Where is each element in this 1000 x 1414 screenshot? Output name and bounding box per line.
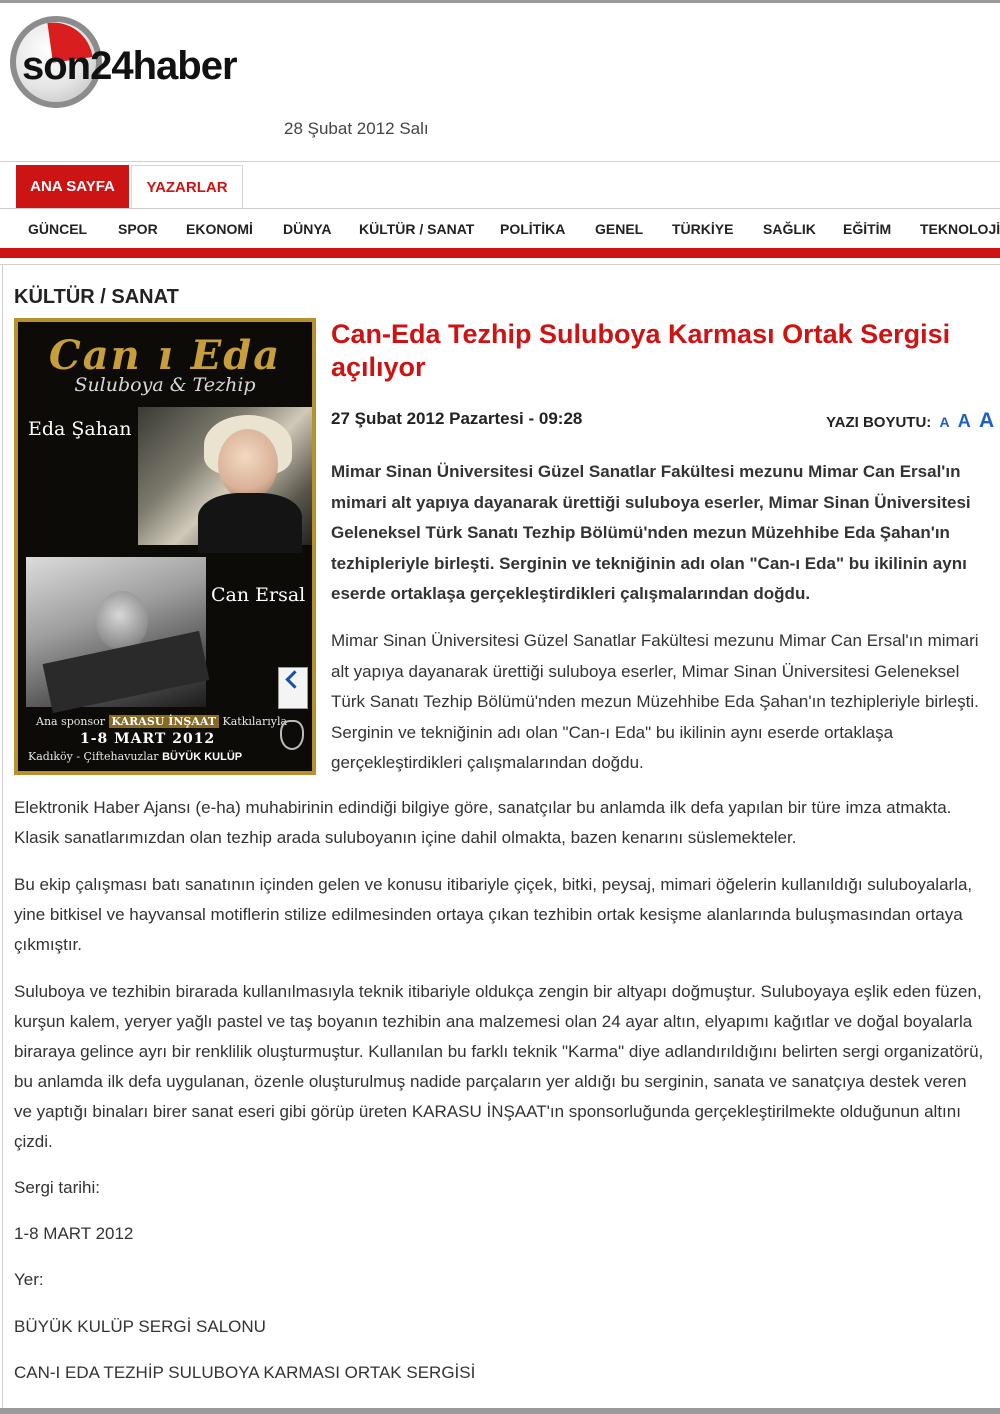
nav-item-genel[interactable]: GENEL xyxy=(595,221,644,237)
article-paragraph-1: Mimar Sinan Üniversitesi Güzel Sanatlar Fakültesi mezunu Mimar Can Ersal'ın mimari alt yapıya dayanarak ürettiği suluboya eserler, Mimar Sinan Üniversitesi Geleneksel Türk Sanatı Tezhip Bölümü'nden mezun Müzehhibe Eda Şahan'ın tezhipleriyle birleşti. Serginin ve tekniğinin adı olan "Can-ı Eda" bu ikilinin aynı eserde ortaklaşa gerçekleştirdikleri çalışmalarından doğdu. xyxy=(331,631,979,772)
article-paragraph-2: Elektronik Haber Ajansı (e-ha) muhabirinin edindiği bilgiye göre, sanatçılar bu anlamda ilk defa yapılan bir türe imza atmakta. Klasik sanatlarımızdan olan tezhip arada suluboyanın içine dahil olmakta, bazen kenarını süslemekteler. xyxy=(14,798,952,847)
font-size-medium-button[interactable]: A xyxy=(957,411,971,431)
font-size-control xyxy=(826,409,994,433)
article-poster-image xyxy=(14,318,316,775)
category-nav xyxy=(0,208,1000,248)
nav-item-spor[interactable]: SPOR xyxy=(118,221,158,237)
article-date: 27 Şubat 2012 Pazartesi - 09:28 xyxy=(331,409,583,428)
content-top-divider xyxy=(0,264,1000,265)
poster-name-eda: Eda Şahan xyxy=(28,418,132,440)
poster-title: Can ı Eda xyxy=(48,332,282,379)
poster-photo-eda xyxy=(138,407,312,545)
nav-item-egitim[interactable]: EĞİTİM xyxy=(843,221,892,237)
main-tabs xyxy=(0,161,1000,209)
poster-name-can: Can Ersal xyxy=(211,584,306,606)
font-size-large-button[interactable]: A xyxy=(978,409,995,432)
font-size-label: YAZI BOYUTU: xyxy=(826,414,932,431)
nav-item-ekonomi[interactable]: EKONOMİ xyxy=(186,221,253,237)
article-headline: Can-Eda Tezhip Suluboya Karması Ortak Sergisi açılıyor xyxy=(331,319,951,382)
logo-text: son24haber xyxy=(22,44,237,88)
nav-item-guncel[interactable]: GÜNCEL xyxy=(28,221,88,237)
nav-item-turkiye[interactable]: TÜRKİYE xyxy=(672,221,734,237)
poster-sponsor-line: Ana sponsor KARASU İNŞAAT Katkılarıyla xyxy=(36,715,288,728)
window-bottom-border xyxy=(0,1408,1000,1414)
exhibit-venue-label: Yer: xyxy=(14,1270,44,1289)
nav-item-saglik[interactable]: SAĞLIK xyxy=(763,221,816,237)
poster-venue: Kadıköy - Çiftehavuzlar BÜYÜK KULÜP xyxy=(28,750,243,763)
window-top-border xyxy=(0,0,1000,3)
font-size-small-button[interactable]: A xyxy=(939,414,950,430)
poster-subtitle: Suluboya & Tezhip xyxy=(74,374,256,396)
article-lead: Mimar Sinan Üniversitesi Güzel Sanatlar Fakültesi mezunu Mimar Can Ersal'ın mimari alt yapıya dayanarak ürettiği suluboya eserler, Mimar Sinan Üniversitesi Geleneksel Türk Sanatı Tezhip Bölümü'nden mezun Müzehhibe Eda Şahan'ın tezhipleriyle birleşti. Serginin ve tekniğinin adı olan "Can-ı Eda" bu ikilinin aynı eserde ortaklaşa gerçekleştirdikleri çalışmalarından doğdu. xyxy=(331,462,971,603)
header-date: 28 Şubat 2012 Salı xyxy=(284,119,429,138)
content-left-border xyxy=(2,264,3,1408)
exhibit-venue-value: BÜYÜK KULÜP SERGİ SALONU xyxy=(14,1317,266,1336)
exhibit-date-label: Sergi tarihi: xyxy=(14,1178,100,1197)
category-nav-red-bar xyxy=(0,248,1000,258)
exhibit-date-value: 1-8 MART 2012 xyxy=(14,1224,134,1243)
nav-item-teknoloji[interactable]: TEKNOLOJİ xyxy=(920,221,1000,237)
tab-writers[interactable]: YAZARLAR xyxy=(131,165,243,208)
section-title: KÜLTÜR / SANAT xyxy=(14,286,179,308)
poster-dates: 1-8 MART 2012 xyxy=(80,731,216,747)
site-logo[interactable] xyxy=(10,16,270,116)
poster-sponsor-logo-icon xyxy=(278,667,308,709)
article-paragraph-4: Suluboya ve tezhibin birarada kullanılmasıyla teknik itibariyle oldukça zengin bir altyapı doğmuştur. Suluboyaya eşlik eden füzen, kurşun kalem, yeryer yağlı pastel ve taş boyanın tezhibin ana malzemesi olan 24 ayar altın, elyapımı kağıtlar ve doğal boyalarla biraraya gelince ayrı bir renklilik oluşturmuştur. Kullanılan bu farklı teknik "Karma" diye adlandırıldığını belirten sergi organizatörü, bu anlamda ilk defa uygulanan, özenle oluşturulmuş nadide parçaların yer aldığı bu serginin, sanata ve sanatçıya destek veren ve yaptığı binaları birer sanat eseri gibi görüp üreten KARASU İNŞAAT'ın sponsorluğunda gerçekleştirilmekte olduğunun altını çizdi. xyxy=(14,982,984,1151)
poster-photo-can xyxy=(26,557,206,707)
nav-item-dunya[interactable]: DÜNYA xyxy=(283,221,332,237)
exhibit-name: CAN-I EDA TEZHİP SULUBOYA KARMASI ORTAK SERGİSİ xyxy=(14,1363,476,1382)
article-paragraph-3: Bu ekip çalışması batı sanatının içinden gelen ve konusu itibariyle çiçek, bitki, peysaj, mimari öğelerin kullanıldığı suluboyalarla, yine bitkisel ve hayvansal motiflerin stilize edilmesinden ortaya çıkan tezhibin ortak kesişme alanlarında buluşmasından ortaya çıkmıştır. xyxy=(14,875,973,954)
nav-item-kultur-sanat[interactable]: KÜLTÜR / SANAT xyxy=(359,221,475,237)
poster-seal-icon xyxy=(280,720,304,750)
nav-item-politika[interactable]: POLİTİKA xyxy=(500,221,566,237)
tab-home[interactable]: ANA SAYFA xyxy=(16,165,129,208)
